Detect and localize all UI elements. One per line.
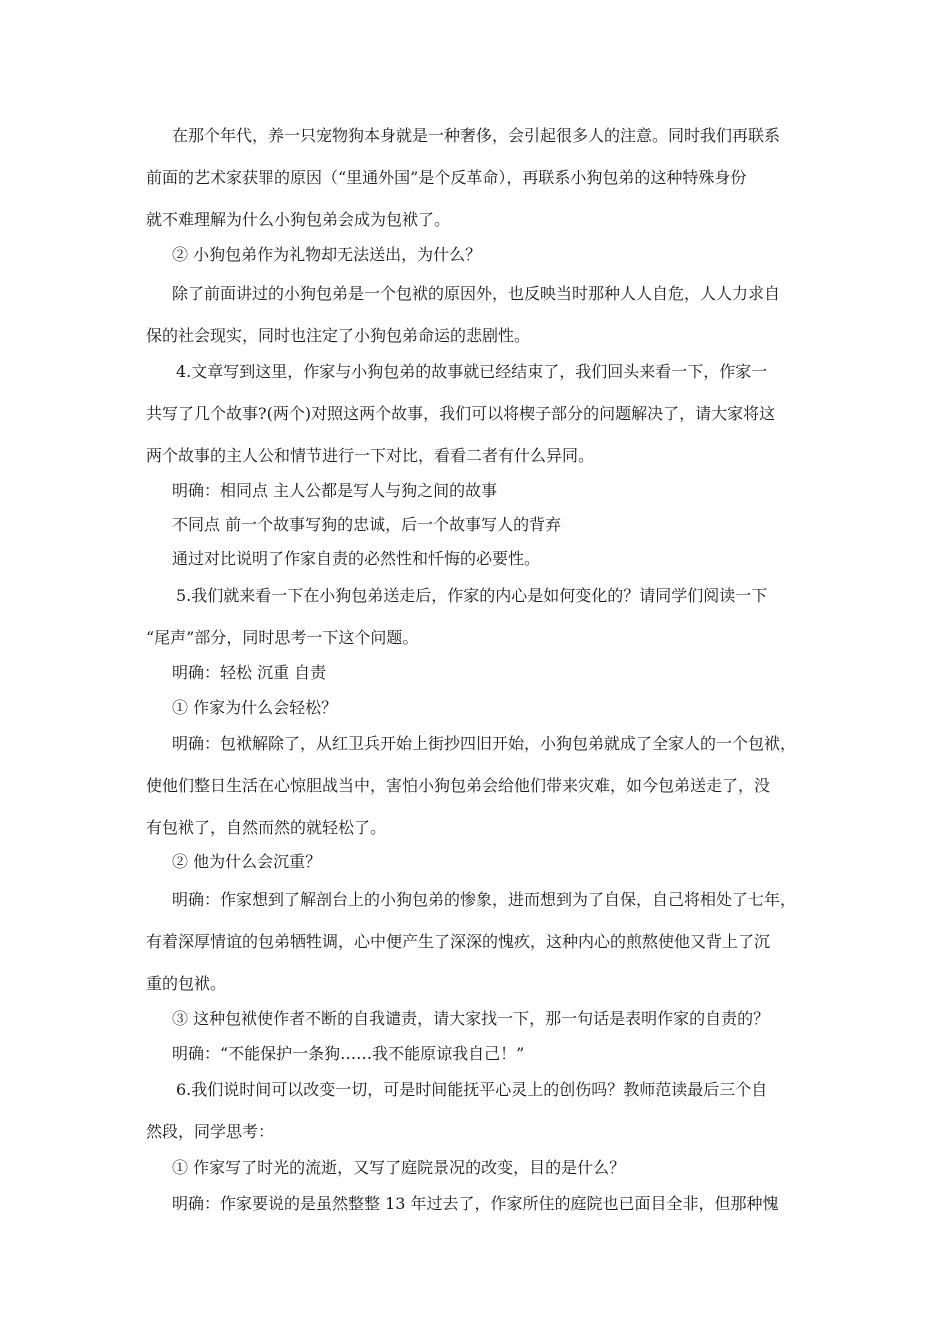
text-line: 就不难理解为什么小狗包弟会成为包袱了。: [146, 210, 451, 229]
text-line: 4.文章写到这里，作家与小狗包弟的故事就已经结束了，我们回头来看一下，作家一: [176, 362, 768, 381]
text-line: 两个故事的主人公和情节进行一下对比，看看二者有什么异同。: [146, 446, 595, 465]
text-line: 共写了几个故事?(两个)对照这两个故事，我们可以将楔子部分的问题解决了，请大家将这: [146, 404, 776, 423]
text-line: 明确：作家要说的是虽然整整 13 年过去了，作家所住的庭院也已面目全非，但那种愧: [172, 1194, 779, 1213]
text-line: 明确：相同点 主人公都是写人与狗之间的故事: [172, 481, 498, 500]
text-line: ② 小狗包弟作为礼物却无法送出，为什么？: [172, 245, 482, 264]
text-line: 重的包袱。: [146, 974, 227, 993]
text-line: 保的社会现实，同时也注定了小狗包弟命运的悲剧性。: [146, 326, 531, 345]
text-line: 明确：“不能保护一条狗……我不能原谅我自己！”: [172, 1044, 525, 1063]
text-line: ① 作家写了时光的流逝，又写了庭院景况的改变，目的是什么？: [172, 1158, 626, 1177]
text-line: 明确：包袱解除了，从红卫兵开始上街抄四旧开始，小狗包弟就成了全家人的一个包袱，: [172, 734, 797, 753]
text-line: 然段，同学思考：: [146, 1122, 275, 1141]
text-line: 不同点 前一个故事写狗的忠诚，后一个故事写人的背弃: [172, 515, 562, 534]
text-line: 通过对比说明了作家自责的必然性和忏悔的必要性。: [172, 549, 541, 568]
text-line: 使他们整日生活在心惊胆战当中，害怕小狗包弟会给他们带来灾难，如今包弟送走了，没: [146, 776, 771, 795]
text-line: 有着深厚情谊的包弟牺牲调，心中便产生了深深的愧疚，这种内心的煎熬使他又背上了沉: [146, 932, 771, 951]
text-line: “尾声”部分，同时思考一下这个问题。: [146, 628, 419, 647]
text-line: ① 作家为什么会轻松？: [172, 698, 338, 717]
text-line: 在那个年代，养一只宠物狗本身就是一种奢侈，会引起很多人的注意。同时我们再联系: [172, 126, 781, 145]
text-line: ② 他为什么会沉重？: [172, 852, 322, 871]
text-line: 前面的艺术家获罪的原因（“里通外国”是个反革命），再联系小狗包弟的这种特殊身份: [146, 168, 747, 187]
text-line: 明确：作家想到了解剖台上的小狗包弟的惨象，进而想到为了自保，自己将相处了七年，: [172, 890, 797, 909]
text-line: 5.我们就来看一下在小狗包弟送走后，作家的内心是如何变化的？请同学们阅读一下: [176, 586, 768, 605]
text-line: 有包袱了，自然而然的就轻松了。: [146, 818, 387, 837]
text-line: 除了前面讲过的小狗包弟是一个包袱的原因外，也反映当时那种人人自危，人人力求自: [172, 284, 781, 303]
text-line: ③ 这种包袱使作者不断的自我谴责，请大家找一下，那一句话是表明作家的自责的？: [172, 1009, 770, 1028]
text-line: 6.我们说时间可以改变一切，可是时间能抚平心灵上的创伤吗？教师范读最后三个自: [176, 1080, 768, 1099]
text-line: 明确：轻松 沉重 自责: [172, 663, 327, 682]
